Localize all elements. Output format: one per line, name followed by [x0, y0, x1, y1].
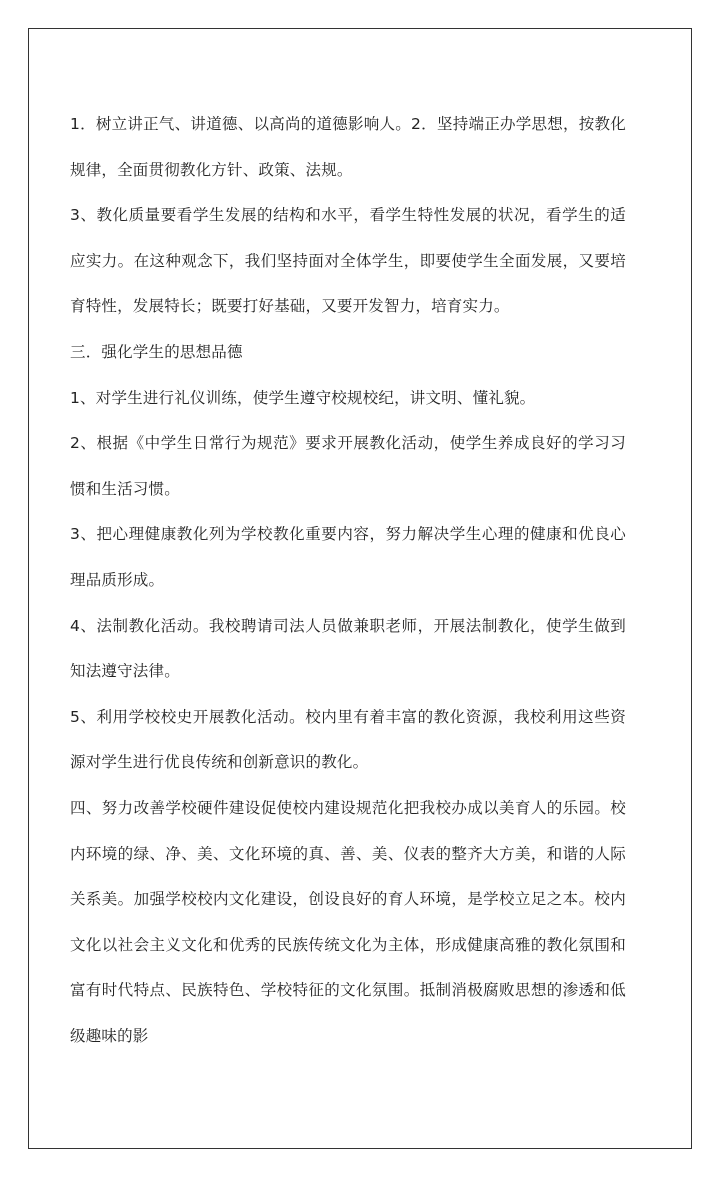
paragraph-9: 四、努力改善学校硬件建设促使校内建设规范化把我校办成以美育人的乐园。校内环境的绿、净、美、文化环境的真、善、美、仪表的整齐大方美，和谐的人际关系美。加强学校校内文化建设，创设良好的育人环境，是学校立足之本。校内文化以社会主义文化和优秀的民族传统文化为主体，形成健康高雅的教化氛围和富有时代特点、民族特色、学校特征的文化氛围。抵制消极腐败思想的渗透和低级趣味的影: [70, 798, 626, 1045]
paragraph-7: 4、法制教化活动。我校聘请司法人员做兼职老师，开展法制教化，使学生做到知法遵守法律。: [70, 616, 626, 681]
document-body: [70, 102, 626, 1059]
paragraph-8: 5、利用学校校史开展教化活动。校内里有着丰富的教化资源，我校利用这些资源对学生进行优良传统和创新意识的教化。: [70, 707, 626, 772]
section-heading-3: 三．强化学生的思想品德: [70, 342, 243, 361]
paragraph-2: 3、教化质量要看学生发展的结构和水平，看学生特性发展的状况，看学生的适应实力。在这种观念下，我们坚持面对全体学生，即要使学生全面发展，又要培育特性，发展特长；既要打好基础，又要开发智力，培育实力。: [70, 206, 626, 316]
paragraph-6: 3、把心理健康教化列为学校教化重要内容，努力解决学生心理的健康和优良心理品质形成。: [70, 525, 626, 589]
paragraph-1: 1．树立讲正气、讲道德、以高尚的道德影响人。2．坚持端正办学思想，按教化规律，全面贯彻教化方针、政策、法规。: [70, 115, 626, 179]
paragraph-5: 2、根据《中学生日常行为规范》要求开展教化活动，使学生养成良好的学习习惯和生活习惯。: [70, 434, 626, 498]
paragraph-4: 1、对学生进行礼仪训练，使学生遵守校规校纪，讲文明、懂礼貌。: [70, 388, 536, 407]
